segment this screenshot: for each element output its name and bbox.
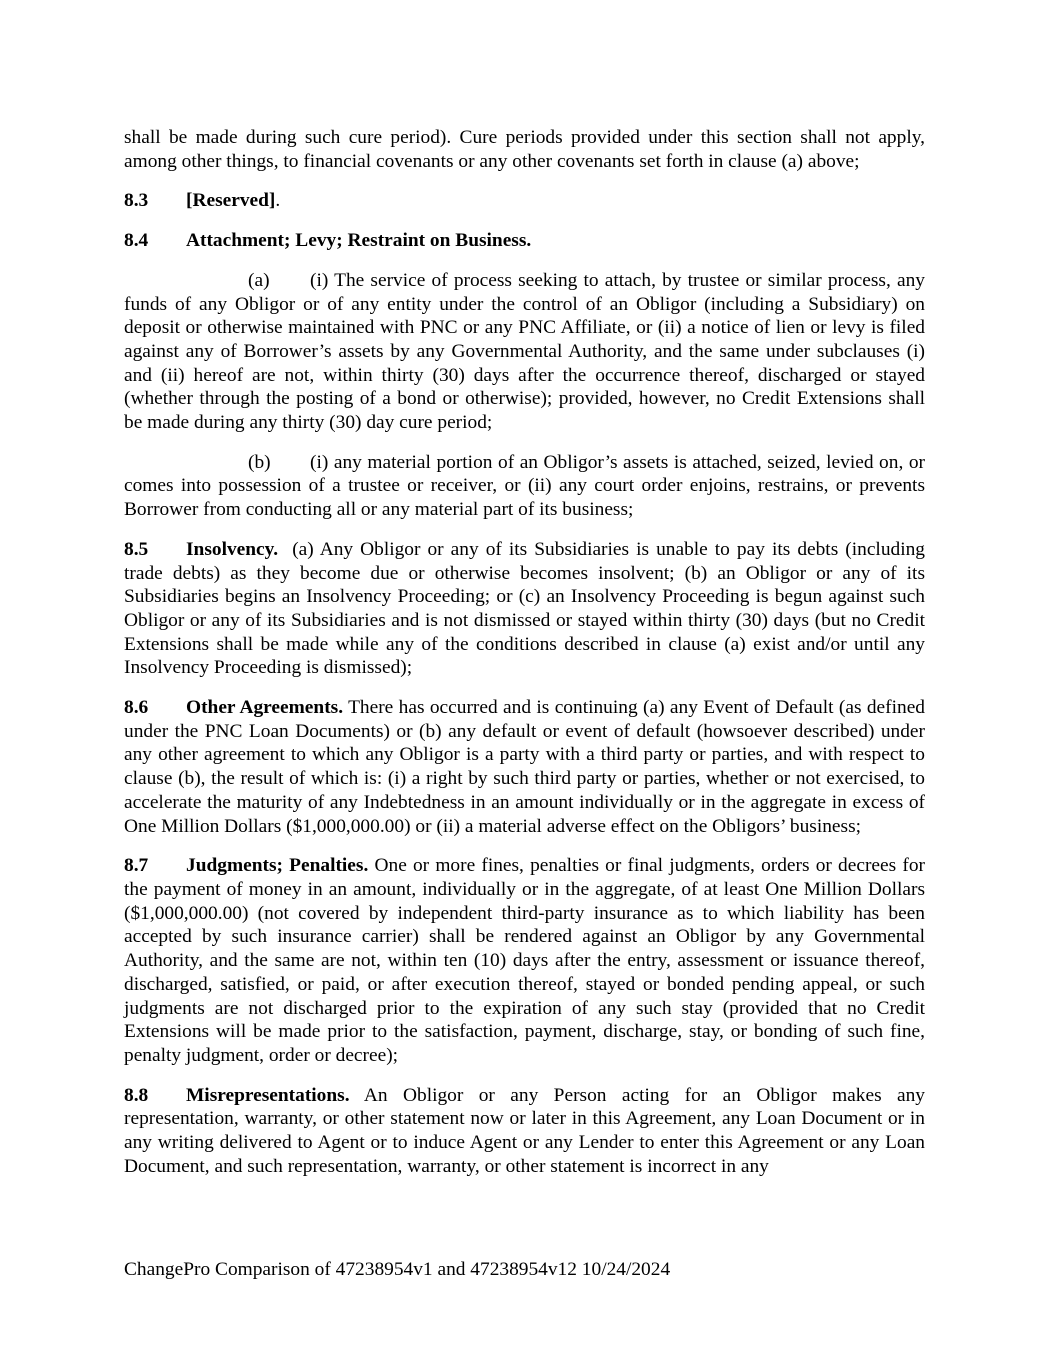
continuation-paragraph: shall be made during such cure period). Cure periods provided under this section shall not apply, among other things, to financial covenants or any other covenants set forth in clause (a) above;: [124, 127, 925, 172]
section-title: [Reserved]: [186, 190, 276, 212]
section-number: 8.5: [124, 538, 149, 560]
section-title: Attachment; Levy; Restraint on Business.: [186, 230, 532, 252]
section-8-4-b: [124, 451, 925, 522]
section-number: 8.6: [124, 697, 149, 719]
section-8-7: [124, 854, 925, 1067]
section-title: Misrepresentations.: [186, 1084, 350, 1106]
section-8-4-heading: [124, 229, 925, 253]
section-8-4-a: [124, 269, 925, 435]
section-text: (a) Any Obligor or any of its Subsidiaries is unable to pay its debts (including trade debts) as they become due or otherwise becomes insolvent; (b) an Obligor or any of its Subsidiaries begins an Insolvency Proceeding; or (c) an Insolvency Proceeding is begun against such Obligor or any of its Subsidiaries and is not dismissed or stayed within thirty (30) days (but no Credit Extensions shall be made while any of the conditions described in clause (a) exist and/or until any Insolvency Proceeding is dismissed);: [124, 538, 925, 679]
subclause-label: (b): [248, 451, 271, 473]
section-title: Judgments; Penalties.: [186, 855, 369, 877]
section-text: An Obligor or any Person acting for an Obligor makes any representation, warranty, or other statement now or later in this Agreement, any Loan Document or in any writing delivered to Agent or to induce Agent or any Lender to enter this Agreement or any Loan Document, and such representation, warranty, or other statement is incorrect in any: [124, 1084, 926, 1177]
section-number: 8.3: [124, 190, 149, 212]
section-number: 8.4: [124, 230, 149, 252]
section-8-3: [124, 189, 925, 213]
section-title: Other Agreements.: [186, 697, 344, 719]
section-8-8: [124, 1084, 925, 1179]
section-title-tail: .: [275, 190, 281, 212]
page-footer: ChangePro Comparison of 47238954v1 and 47238954v12 10/24/2024: [124, 1259, 671, 1280]
section-8-5: [124, 538, 925, 680]
section-number: 8.7: [124, 855, 149, 877]
document-body: [124, 126, 925, 1194]
subclause-text: (i) The service of process seeking to attach, by trustee or similar process, any funds of any Obligor or of any entity under the control of an Obligor (including a Subsidiary) on deposit or otherwise maintained with PNC or any PNC Affiliate, or (ii) a notice of lien or levy is filed against any of Borrower’s assets by any Governmental Authority, and the same under subclauses (i) and (ii) hereof are not, within thirty (30) days after the occurrence thereof, discharged or stayed (whether through the posting of a bond or otherwise); provided, however, no Credit Extensions shall be made during any thirty (30) day cure period;: [124, 269, 925, 434]
section-text: One or more fines, penalties or final judgments, orders or decrees for the payment of money in an amount, individually or in the aggregate, of at least One Million Dollars ($1,000,000.00) (not covered by independent third-party insurance as to which liability has been accepted by such insurance carrier) shall be rendered against an Obligor by any Governmental Authority, and the same are not, within ten (10) days after the entry, assessment or issuance thereof, discharged, satisfied, or paid, or after execution thereof, stayed or bonded pending appeal, or such judgments are not discharged prior to the expiration of any such stay (provided that no Credit Extensions will be made prior to the satisfaction, payment, discharge, stay, or bonding of such fine, penalty judgment, order or decree);: [124, 855, 925, 1066]
subclause-text: (i) any material portion of an Obligor’s assets is attached, seized, levied on, or comes into possession of a trustee or receiver, or (ii) any court order enjoins, restrains, or prevents Borrower from conducting all or any material part of its business;: [124, 451, 925, 521]
section-title: Insolvency.: [186, 538, 279, 560]
section-text: There has occurred and is continuing (a) any Event of Default (as defined under the PNC Loan Documents) or (b) any default or event of default (howsoever described) under any other agreement to which any Obligor is a party with a third party or parties, and with respect to clause (b), the result of which is: (i) a right by such third party or parties, whether or not exercised, to accelerate the maturity of any Indebtedness in an amount individually or in the aggregate in excess of One Million Dollars ($1,000,000.00) or (ii) a material adverse effect on the Obligors’ business;: [124, 697, 925, 837]
section-8-6: [124, 696, 925, 838]
section-number: 8.8: [124, 1084, 149, 1106]
subclause-label: (a): [248, 269, 270, 291]
